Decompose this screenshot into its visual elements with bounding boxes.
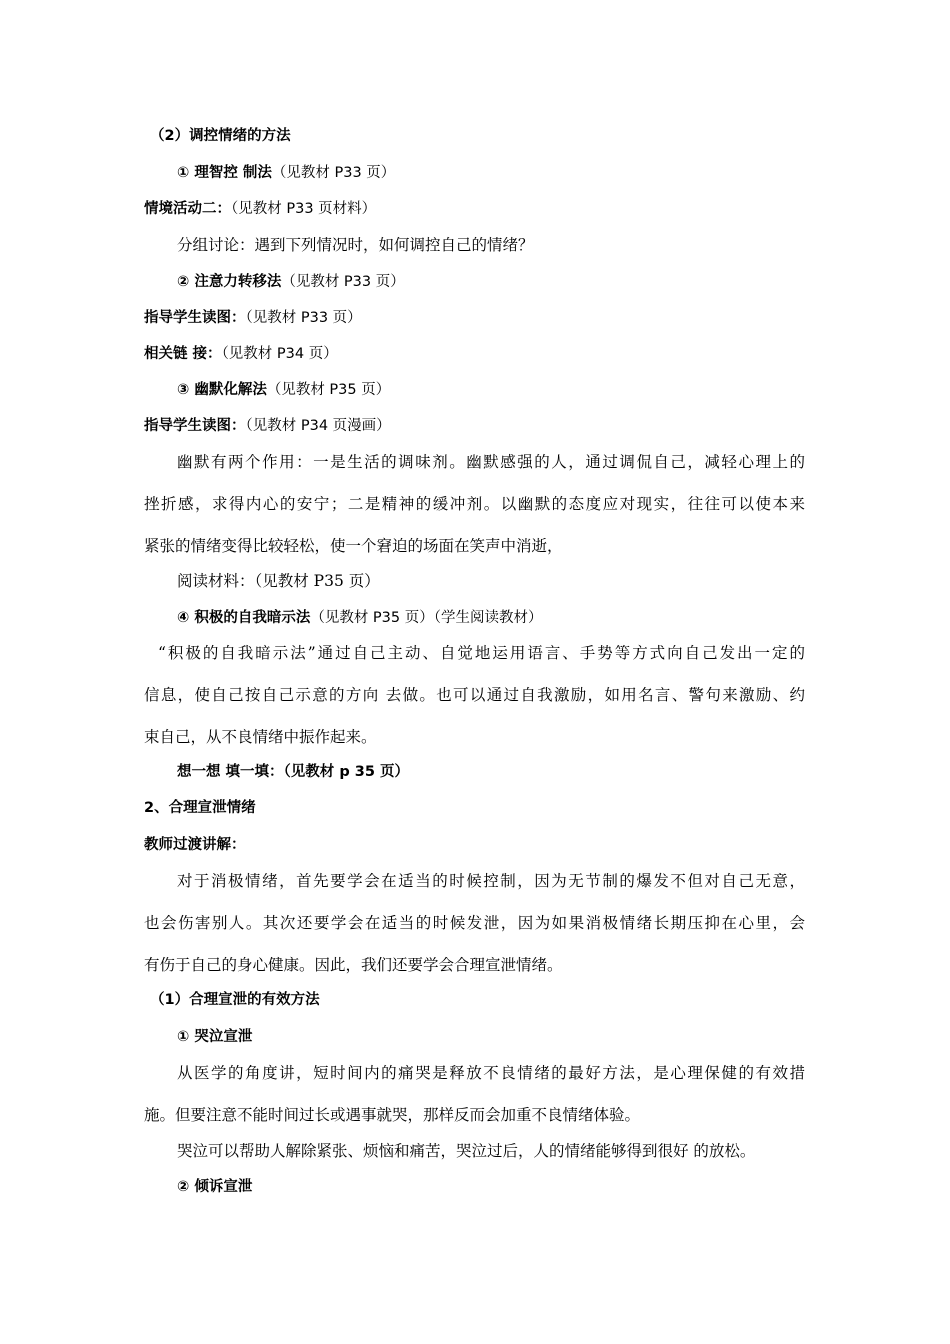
transition-paragraph-line-2: 也会伤害别人。其次还要学会在适当的时候发泄，因为如果消极情绪长期压抑在心里，会 <box>144 914 805 932</box>
transition-paragraph-line-1: 对于消极情绪，首先要学会在适当的时候控制，因为无节制的爆发不但对自己无意， <box>177 872 805 890</box>
think-and-fill: 想一想 填一填：（见教材 p 35 页） <box>177 764 409 780</box>
guide-read-picture-2: 指导学生读图：（见教材 P34 页漫画） <box>144 418 391 434</box>
humor-paragraph-line-3: 紧张的情绪变得比较轻松，使一个窘迫的场面在笑声中消逝， <box>144 537 563 555</box>
method-humor: ③ 幽默化解法（见教材 P35 页） <box>177 382 391 398</box>
subheading-effective-methods: （1）合理宣泄的有效方法 <box>150 992 320 1008</box>
method-rational-control: ① 理智控 制法（见教材 P33 页） <box>177 165 396 181</box>
crying-paragraph-line-1: 从医学的角度讲，短时间内的痛哭是释放不良情绪的最好方法，是心理保健的有效措 <box>177 1064 805 1082</box>
suggestion-paragraph-line-2: 信息，使自己按自己示意的方向 去做。也可以通过自我激励，如用名言、警句来激励、约 <box>144 686 805 704</box>
method-crying: ① 哭泣宣泄 <box>177 1029 253 1045</box>
scenario-activity-two: 情境活动二：（见教材 P33 页材料） <box>144 201 377 217</box>
reading-material: 阅读材料：（见教材 P35 页） <box>177 572 380 590</box>
suggestion-paragraph-line-1: “积极的自我暗示法”通过自己主动、自觉地运用语言、手势等方式向自己发出一定的 <box>158 644 805 662</box>
suggestion-paragraph-line-3: 束自己，从不良情绪中振作起来。 <box>144 728 377 746</box>
method-attention-shift: ② 注意力转移法（见教材 P33 页） <box>177 274 405 290</box>
crying-benefit: 哭泣可以帮助人解除紧张、烦恼和痛苦，哭泣过后，人的情绪能够得到很好 的放松。 <box>177 1142 756 1160</box>
related-link: 相关链 接：（见教材 P34 页） <box>144 346 338 362</box>
humor-paragraph-line-1: 幽默有两个作用：一是生活的调味剂。幽默感强的人，通过调侃自己，减轻心理上的 <box>177 453 805 471</box>
crying-paragraph-line-2: 施。但要注意不能时间过长或遇事就哭，那样反而会加重不良情绪体验。 <box>144 1106 641 1124</box>
guide-read-picture-1: 指导学生读图：（见教材 P33 页） <box>144 310 362 326</box>
humor-paragraph-line-2: 挫折感，求得内心的安宁；二是精神的缓冲剂。以幽默的态度应对现实，往往可以使本来 <box>144 495 805 513</box>
method-self-suggestion: ④ 积极的自我暗示法（见教材 P35 页）（学生阅读教材） <box>177 610 543 626</box>
subheading-regulate-methods: （2）调控情绪的方法 <box>150 128 291 144</box>
teacher-transition: 教师过渡讲解： <box>144 837 246 853</box>
group-discussion: 分组讨论：遇到下列情况时，如何调控自己的情绪？ <box>177 236 534 254</box>
section-heading-vent: 2、合理宣泄情绪 <box>144 800 256 816</box>
transition-paragraph-line-3: 有伤于自己的身心健康。因此，我们还要学会合理宣泄情绪。 <box>144 956 563 974</box>
method-talking: ② 倾诉宣泄 <box>177 1179 253 1195</box>
